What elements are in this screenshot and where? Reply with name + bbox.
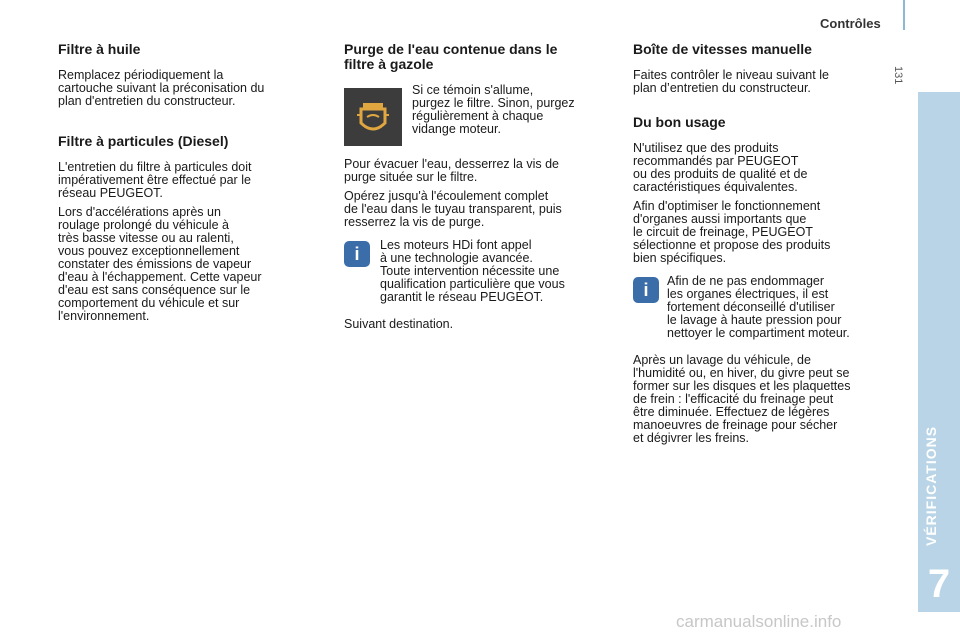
page-number: 131 bbox=[892, 66, 904, 85]
warning-block bbox=[344, 84, 620, 146]
paragraph-particle-filter-2: Lors d'accélérations après un roulage prolongé du véhicule à très basse vitesse ou au ralenti, vous pouvez exceptionnellement constater des émissions de vapeur d'eau à l'échappement. Cette vapeur d'eau est sans conséquence sur le comportement du véhicule et sur l'environnement. bbox=[58, 205, 262, 323]
heading-good-use: Du bon usage bbox=[633, 114, 726, 130]
paragraph-good-use-1: N'utilisez que des produits recommandés par PEUGEOT ou des produits de qualité et de caractéristiques équivalentes. bbox=[633, 141, 808, 194]
paragraph-gearbox: Faites contrôler le niveau suivant le plan d’entretien du constructeur. bbox=[633, 68, 829, 95]
warning-text: Si ce témoin s'allume, purgez le filtre. Sinon, purgez régulièrement à chaque vidange moteur. bbox=[412, 83, 575, 136]
heading-oil-filter: Filtre à huile bbox=[58, 41, 141, 57]
chapter-number: 7 bbox=[927, 562, 951, 606]
column-2 bbox=[344, 42, 620, 337]
info-text-hdi: Les moteurs HDi font appel à une technologie avancée. Toute intervention nécessite une qualification particulière que vous garantit le réseau PEUGEOT. bbox=[380, 238, 565, 304]
info-block-hdi bbox=[344, 239, 620, 304]
header-divider bbox=[903, 0, 905, 30]
info-icon: i bbox=[633, 277, 659, 303]
heading-particle-filter: Filtre à particules (Diesel) bbox=[58, 133, 229, 149]
paragraph-particle-filter-1: L'entretien du filtre à particules doit impérativement être effectué par le réseau PEUGEOT. bbox=[58, 160, 252, 200]
info-block-washing bbox=[633, 275, 908, 340]
heading-fuel-filter-purge: Purge de l'eau contenue dans le filtre à gazole bbox=[344, 41, 558, 72]
info-icon: i bbox=[344, 241, 370, 267]
paragraph-oil-filter: Remplacez périodiquement la cartouche suivant la préconisation du plan d'entretien du constructeur. bbox=[58, 68, 265, 108]
paragraph-purge-2: Opérez jusqu'à l'écoulement complet de l'eau dans le tuyau transparent, puis resserrez la vis de purge. bbox=[344, 189, 562, 229]
chapter-section-label: VÉRIFICATIONS bbox=[923, 425, 939, 546]
paragraph-washing: Après un lavage du véhicule, de l'humidité ou, en hiver, du givre peut se former sur les disques et les plaquettes de frein : l'efficacité du freinage peut être diminuée. Effectuez de légères manoeuvres de freinage pour sécher et dégivrer les freins. bbox=[633, 353, 851, 445]
fuel-filter-water-warning-icon bbox=[344, 88, 402, 146]
heading-manual-gearbox: Boîte de vitesses manuelle bbox=[633, 41, 812, 57]
paragraph-good-use-2: Afin d'optimiser le fonctionnement d'organes aussi importants que le circuit de freinage, PEUGEOT sélectionne et propose des produits bien spécifiques. bbox=[633, 199, 831, 265]
watermark: carmanualsonline.info bbox=[676, 612, 842, 631]
column-3 bbox=[633, 42, 908, 451]
info-text-washing: Afin de ne pas endommager les organes électriques, il est fortement déconseillé d'utiliser le lavage à haute pression pour nettoyer le compartiment moteur. bbox=[667, 274, 850, 340]
paragraph-destination: Suivant destination. bbox=[344, 317, 454, 331]
column-1 bbox=[58, 42, 320, 329]
paragraph-purge-1: Pour évacuer l'eau, desserrez la vis de purge située sur le filtre. bbox=[344, 157, 559, 184]
running-header: Contrôles bbox=[820, 16, 881, 31]
